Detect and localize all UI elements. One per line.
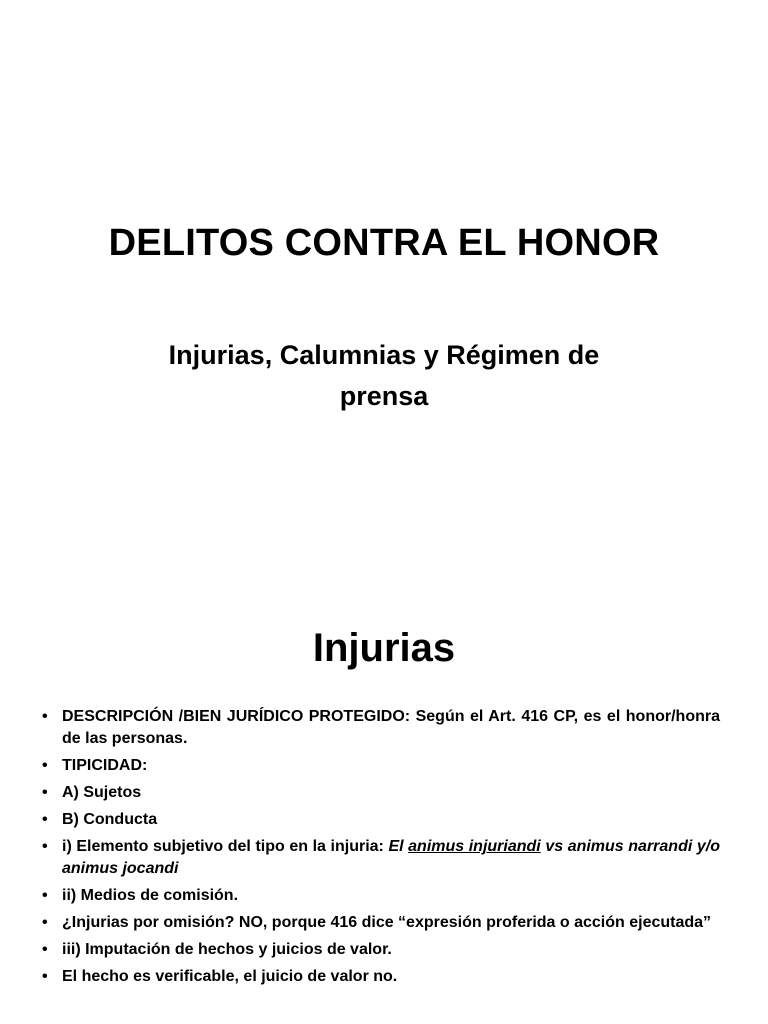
bullet-item: • B) Conducta	[42, 809, 720, 831]
bullet-item: • DESCRIPCIÓN /BIEN JURÍDICO PROTEGIDO: Según el Art. 416 CP, es el honor/honra de las personas.	[42, 706, 720, 750]
bullet-item: • iii) Imputación de hechos y juicios de valor.	[42, 939, 720, 961]
slide-subtitle	[134, 335, 634, 417]
bullet-list	[42, 706, 720, 993]
bullet-text: i) Elemento subjetivo del tipo en la injuria:	[62, 838, 389, 855]
bullet-item: • A) Sujetos	[42, 782, 720, 804]
content-slide	[0, 576, 768, 1024]
slide-title: DELITOS CONTRA EL HONOR	[108, 222, 660, 264]
bullet-italic-text: El	[388, 838, 409, 855]
underlined-term: animus injuriandi	[408, 838, 541, 855]
subtitle-line-1: Injurias, Calumnias y Régimen de	[168, 340, 600, 370]
bullet-item: • ¿Injurias por omisión? NO, porque 416 dice “expresión proferida o acción ejecutada”	[42, 912, 720, 934]
bullet-item: • El hecho es verificable, el juicio de valor no.	[42, 966, 720, 988]
bullet-italic-text: vs animus narrandi y/o animus jocandi	[62, 838, 720, 877]
bullet-item	[42, 836, 720, 880]
content-slide-title: Injurias	[312, 626, 456, 670]
bullet-item: • ii) Medios de comisión.	[42, 885, 720, 907]
bullet-item: • TIPICIDAD:	[42, 755, 720, 777]
subtitle-line-2: prensa	[339, 381, 429, 411]
